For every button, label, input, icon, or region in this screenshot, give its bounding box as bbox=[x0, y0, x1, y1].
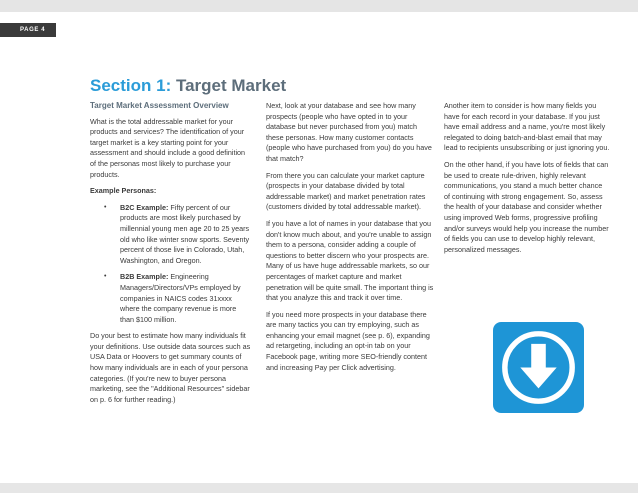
bullet-icon: • bbox=[104, 203, 107, 211]
column-3 bbox=[444, 101, 610, 261]
subheading: Target Market Assessment Overview bbox=[90, 101, 229, 110]
b2c-label: B2C Example: bbox=[120, 202, 169, 212]
column-2 bbox=[266, 101, 436, 379]
paragraph: From there you can calculate your market capture (prospects in your database divided by total addressable market) and market penetration rates (customers divided by total addressable market). bbox=[266, 170, 426, 212]
paragraph: If you need more prospects in your database there are many tactics you can try employing, such as enhancing your email magnet (see p. 6), expanding ad retargeting, including an opt-in tab on your Facebook page, writing more SEO-friendly content and increasing Pay per Click advertising. bbox=[266, 309, 430, 372]
page-number-tab: PAGE 4 bbox=[0, 23, 56, 37]
paragraph: On the other hand, if you have lots of fields that can be used to create rule-driven, highly relevant communications, you stand a much better chance of continuing with strong engagement. So, assess the health of your database and consider whether using improved Web forms, progressive profiling and/or surveys would help you increase the number of fields you can use to develop highly relevant, personalized messages. bbox=[444, 159, 609, 254]
paragraph: Do your best to estimate how many individuals fit your definitions. Use outside data sources such as USA Data or Hoovers to get summary counts of how many individuals are in each of your persona categories. (If you're new to buyer persona marketing, see the "Additional Resources" sidebar on p. 6 for further reading.) bbox=[90, 331, 251, 404]
paragraph: Another item to consider is how many fields you have for each record in your database. If you just have email address and a name, you're most likely relegated to doing batch-and-blast email that may lead to recipients unsubscribing or just ignoring you. bbox=[444, 101, 610, 153]
paragraph: Next, look at your database and see how many prospects (people who have opted in to your database but never purchased from you) match these personas. How many customer contacts (people who have purchased from you) do you have that match? bbox=[266, 101, 432, 163]
persona-list bbox=[90, 203, 251, 326]
column-1 bbox=[90, 101, 251, 411]
list-item bbox=[90, 203, 251, 267]
examples-label: Example Personas: bbox=[90, 186, 157, 196]
b2c-text: Fifty percent of our products are most likely purchased by millennial young men age 20 to 25 years old who like winter snow sports. Seventy percent of those live in Colorado, Utah, Washington, and Oregon. bbox=[120, 202, 250, 265]
section-title: Target Market bbox=[175, 76, 287, 95]
section-heading bbox=[90, 76, 286, 96]
b2b-text: Engineering Managers/Directors/VPs employed by companies in NAICS codes 31xxxx where the company revenue is more than $100 million. bbox=[120, 272, 241, 324]
b2b-label: B2B Example: bbox=[120, 272, 169, 282]
download-arrow-icon bbox=[493, 322, 584, 413]
section-number: Section 1: bbox=[90, 76, 172, 95]
download-arrow-graphic bbox=[493, 322, 584, 413]
paragraph: What is the total addressable market for your products and services? The identification of your target market is a key starting point for your assessment and should include a good definition of the personas most likely to purchase your products. bbox=[90, 116, 246, 179]
paragraph: If you have a lot of names in your database that you don't know much about, and you're unable to assign them to a persona, consider adding a couple of questions to better discern who your prospects are. Many of us have huge addressable markets, so our percentages of market capture and market penetration will be quite small. The important thing is that you analyze this and track it over time. bbox=[266, 218, 434, 303]
bullet-icon: • bbox=[104, 273, 107, 281]
list-item bbox=[90, 272, 251, 325]
top-band bbox=[0, 0, 638, 12]
bottom-band bbox=[0, 483, 638, 493]
